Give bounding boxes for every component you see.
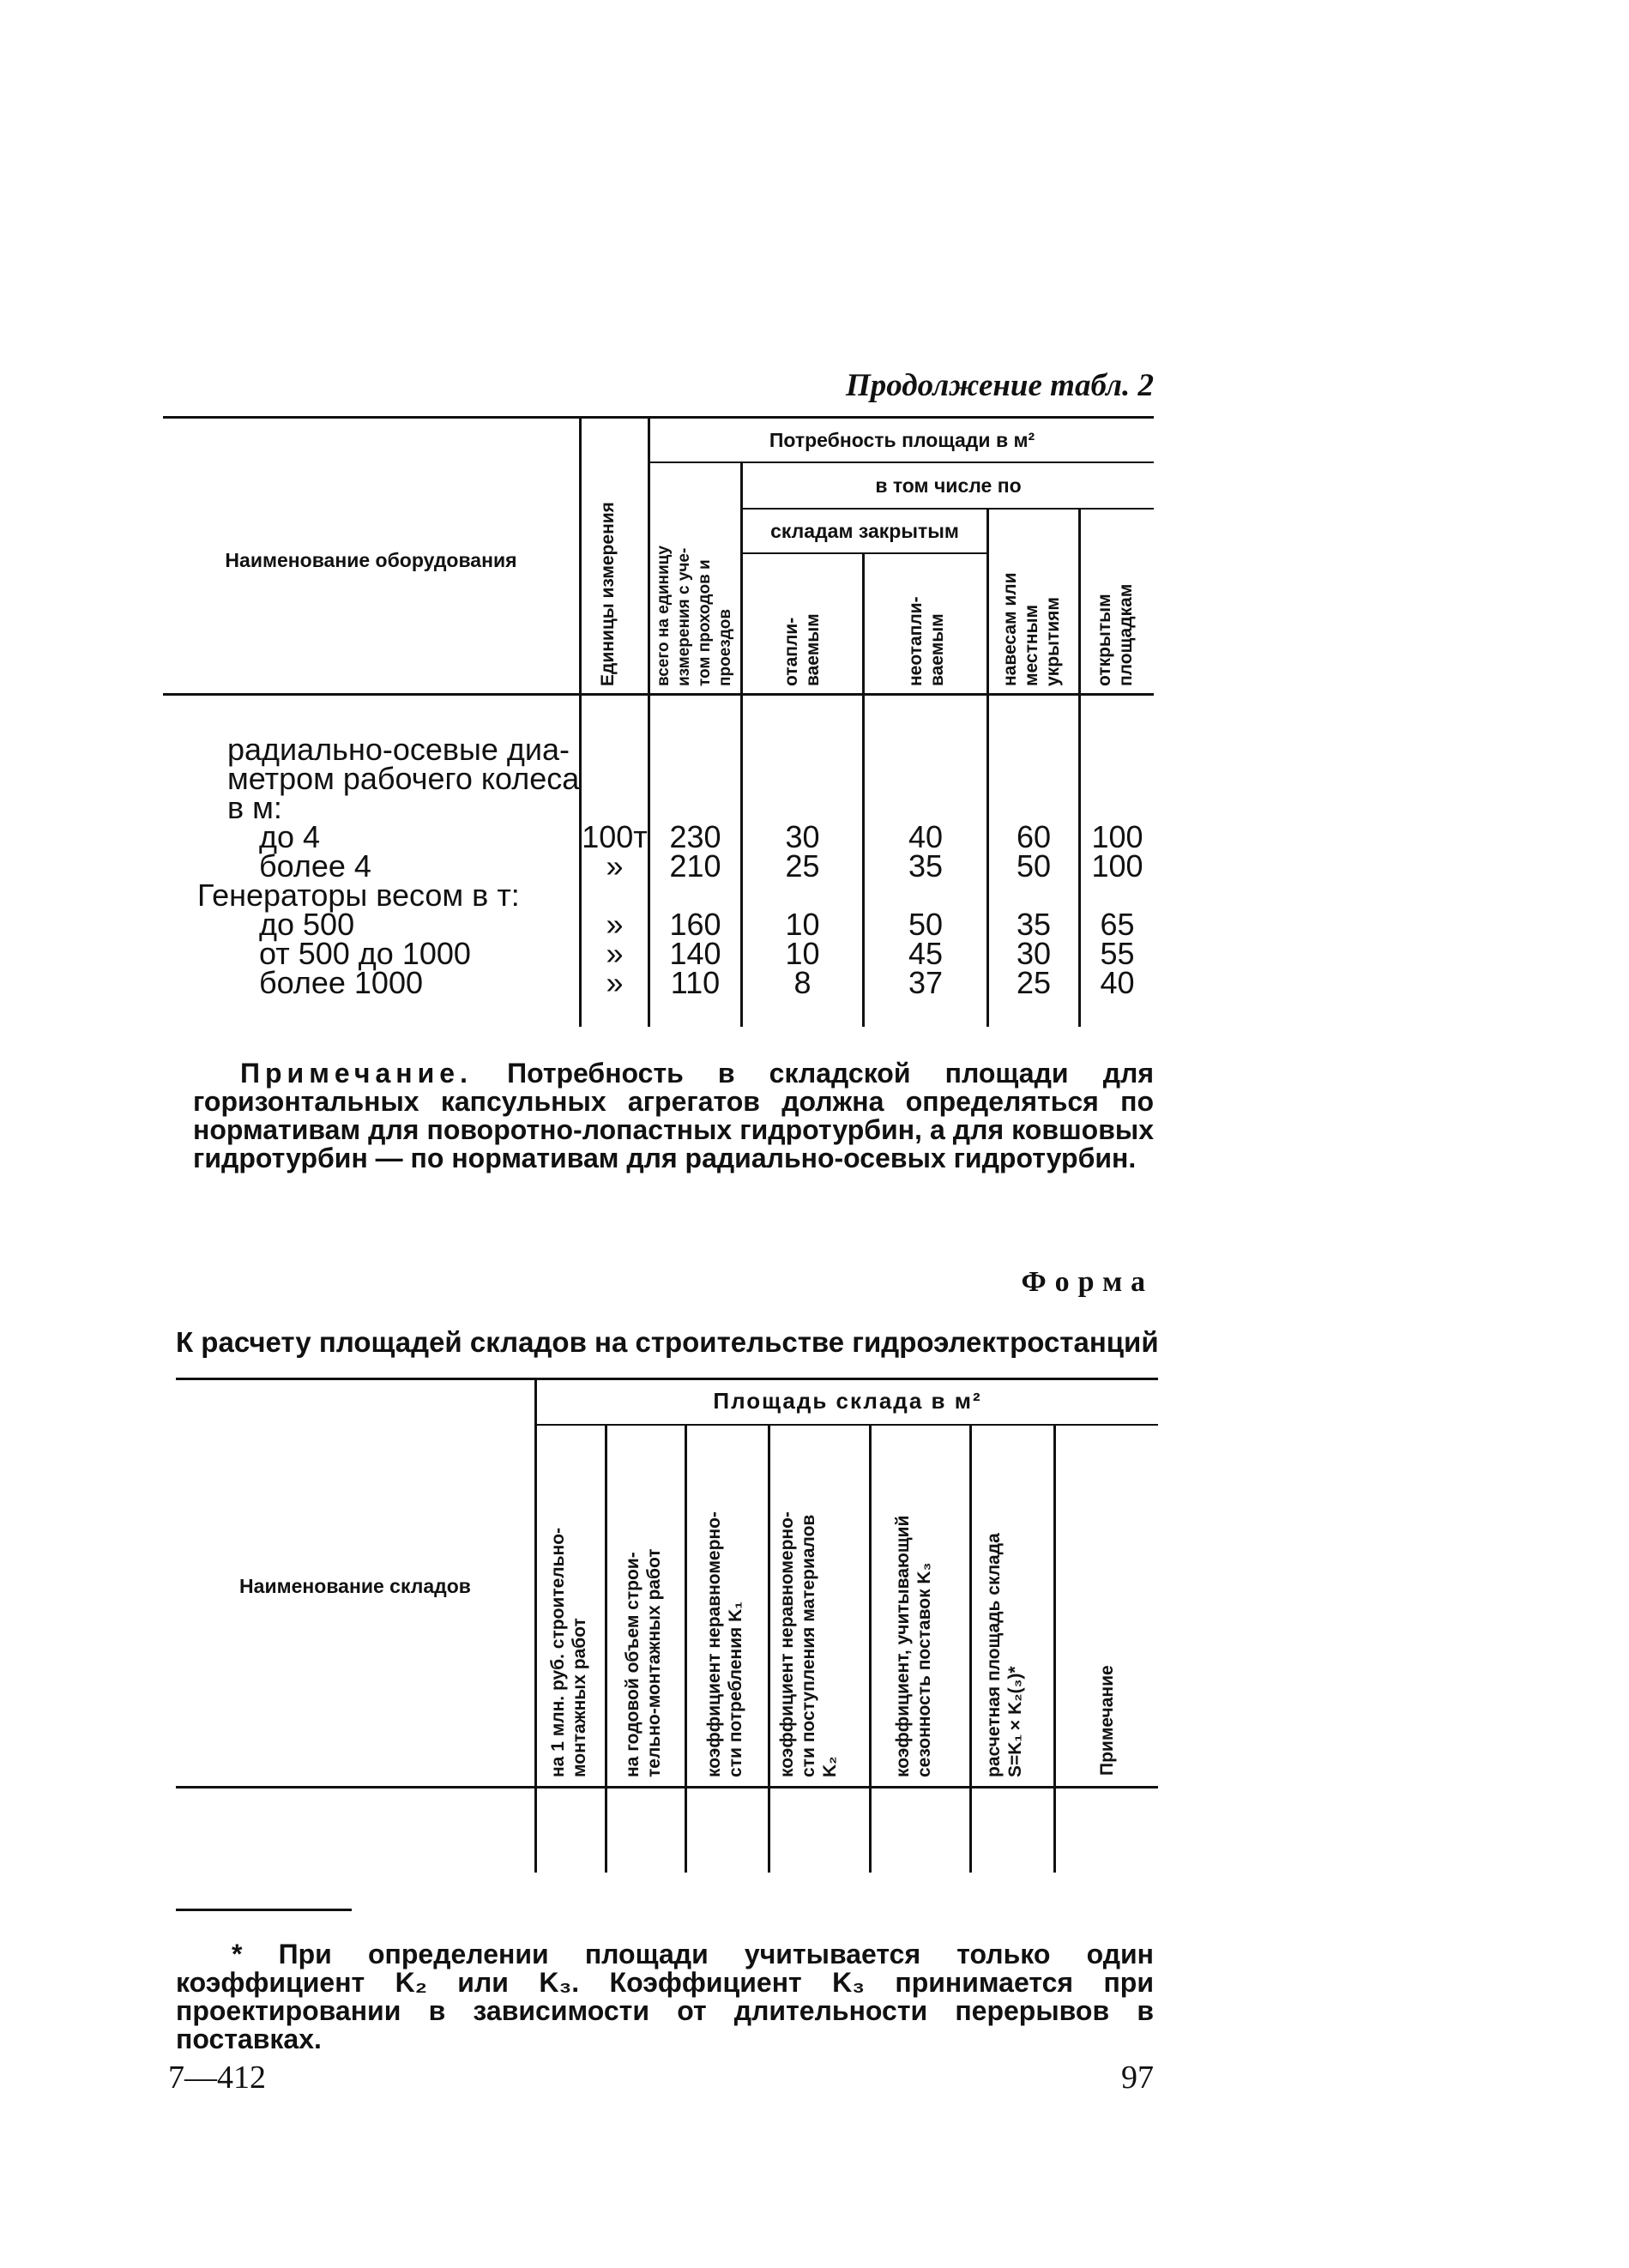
form-col5-header: коэффициент, учитывающий сезонность поставок K₃ xyxy=(893,1515,934,1777)
form-vrule xyxy=(1053,1426,1056,1873)
form-area-rule xyxy=(536,1424,1158,1426)
form-col4-header: коэффициент неравномерно- сти поступления материалов K₂ xyxy=(777,1511,840,1777)
table1-label-line: до 500 xyxy=(259,907,355,942)
cell-total: 110 xyxy=(670,965,721,1000)
page-number: 97 xyxy=(1121,2060,1154,2096)
table1-col-name-header: Наименование оборудования xyxy=(225,549,517,571)
cell-open: 100 xyxy=(1091,819,1143,854)
cell-total: 230 xyxy=(669,819,721,854)
table1-need-rule xyxy=(649,461,1154,463)
table1-col-heated-header: отапли- ваемым xyxy=(781,613,823,686)
table1-col-total-header: всего на единицу измерения с уче- том проходов и проездов xyxy=(655,546,734,686)
form-vrule xyxy=(534,1379,537,1873)
table1-including-header: в том числе по xyxy=(875,474,1022,497)
table1-col-unheated-header: неотапли- ваемым xyxy=(906,596,947,686)
cell-unheated: 35 xyxy=(908,848,944,884)
form-top-rule xyxy=(176,1378,1158,1380)
note-label: Примечание. xyxy=(240,1058,473,1089)
footnote-rule xyxy=(176,1909,352,1911)
cell-total: 210 xyxy=(669,848,721,884)
cell-unit: » xyxy=(606,848,624,884)
cell-heated: 10 xyxy=(785,907,820,942)
table1-label-line: в м: xyxy=(227,790,282,825)
table1-note xyxy=(193,1059,1154,1173)
cell-sheds: 35 xyxy=(1016,907,1052,942)
cell-unit: » xyxy=(606,965,624,1000)
form-col7-header: Примечание xyxy=(1097,1665,1117,1776)
table1-closed-group-header: складам закрытым xyxy=(770,520,959,542)
cell-sheds: 25 xyxy=(1016,965,1052,1000)
form-vrule xyxy=(768,1426,770,1873)
cell-open: 40 xyxy=(1100,965,1135,1000)
table1-label-line: до 4 xyxy=(259,819,321,854)
form-col3-header: коэффициент неравномерно- сти потребления K₁ xyxy=(704,1511,745,1777)
signature-mark: 7—412 xyxy=(168,2060,266,2096)
form-vrule xyxy=(969,1426,972,1873)
form-label: Форма xyxy=(1021,1266,1154,1298)
form-col6-header: расчетная площадь склада S=K₁×K₂(₃)* xyxy=(984,1533,1025,1777)
table1-label-line: более 1000 xyxy=(259,965,423,1000)
note-text: Потребность в складской площади для горизонтальных капсульных агрегатов должна определяться по нормативам для поворотно-лопастных гидротурбин, а для ковшовых гидротурбин — по нормативам для радиально-осевых гидротурбин. xyxy=(193,1058,1155,1173)
form-vrule xyxy=(685,1426,687,1873)
table1-label-line: метром рабочего колеса xyxy=(227,761,580,796)
table1-top-rule xyxy=(163,416,1154,419)
cell-open: 55 xyxy=(1100,936,1135,971)
cell-sheds: 60 xyxy=(1016,819,1052,854)
cell-unheated: 50 xyxy=(908,907,944,942)
cell-unit: » xyxy=(606,907,624,942)
table1-label-line: от 500 до 1000 xyxy=(259,936,471,971)
cell-total: 140 xyxy=(669,936,721,971)
table1-col-sheds-header: навесам или местным укрытиям xyxy=(1000,572,1063,686)
form-vrule xyxy=(869,1426,872,1873)
cell-heated: 8 xyxy=(793,965,811,1000)
cell-total: 160 xyxy=(669,907,721,942)
cell-open: 100 xyxy=(1091,848,1143,884)
form-vrule xyxy=(605,1426,607,1873)
table1-col-open-header: открытым площадкам xyxy=(1095,583,1136,686)
table1-label-line: радиально-осевые диа- xyxy=(227,732,570,767)
cell-unit: » xyxy=(606,936,624,971)
cell-sheds: 30 xyxy=(1016,936,1052,971)
form-header-bottom-rule xyxy=(176,1786,1158,1788)
table1-label-line: более 4 xyxy=(259,848,371,884)
table1-header-bottom-rule xyxy=(163,693,1154,696)
table1-including-rule xyxy=(742,508,1154,510)
cell-heated: 25 xyxy=(785,848,820,884)
table1-need-group-header: Потребность площади в м² xyxy=(769,429,1035,451)
cell-unheated: 37 xyxy=(908,965,944,1000)
table1-col-unit-header: Единицы измерения xyxy=(598,502,618,686)
cell-sheds: 50 xyxy=(1016,848,1052,884)
cell-unheated: 45 xyxy=(908,936,944,971)
form-title: К расчету площадей складов на строительстве гидроэлектростанций xyxy=(176,1326,1159,1358)
cell-unheated: 40 xyxy=(908,819,944,854)
form-col-name-header: Наименование складов xyxy=(239,1575,471,1597)
form-col2-header: на годовой объем строи- тельно-монтажных работ xyxy=(623,1548,664,1777)
cell-unit: 100т xyxy=(582,819,648,854)
continuation-label: Продолжение табл. 2 xyxy=(846,368,1154,403)
table1-label-line: Генераторы весом в т: xyxy=(197,878,520,913)
form-col1-header: на 1 млн. руб. строительно- монтажных работ xyxy=(548,1527,589,1777)
cell-open: 65 xyxy=(1100,907,1135,942)
cell-heated: 30 xyxy=(785,819,820,854)
footnote: * При определении площади учитывается только один коэффициент K₂ или K₃. Коэффициент K₃ принимается при проектировании в зависимости от длительности перерывов в поставках. xyxy=(176,1939,1154,2054)
cell-heated: 10 xyxy=(785,936,820,971)
form-area-group-header: Площадь склада в м² xyxy=(713,1388,982,1414)
